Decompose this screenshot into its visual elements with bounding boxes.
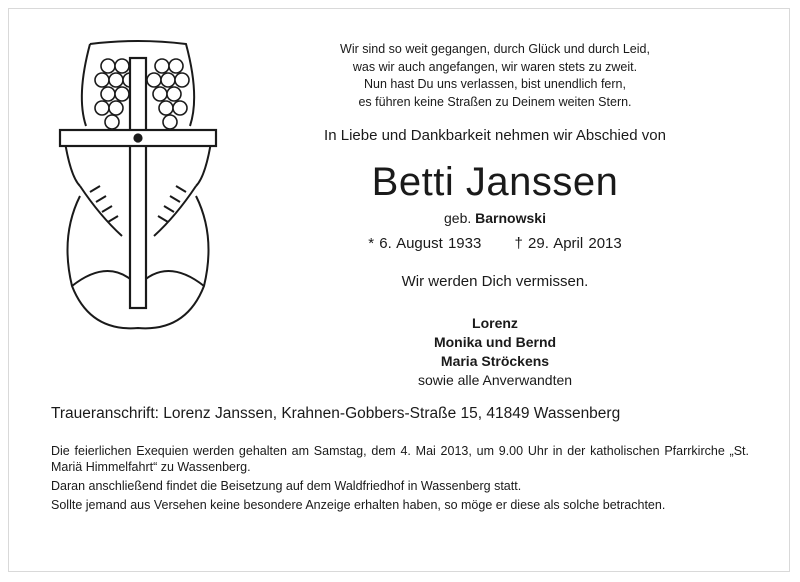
- maiden-name: [240, 210, 750, 226]
- poem: [240, 41, 750, 111]
- mourner-name: Monika und Bernd: [433, 334, 557, 350]
- maiden-surname: Barnowski: [475, 210, 546, 226]
- poem-line: Wir sind so weit gegangen, durch Glück und durch Leid,: [340, 42, 650, 56]
- notice-paragraph: Die feierlichen Exequien werden gehalten am Samstag, dem 4. Mai 2013, um 9.00 Uhr in der katholischen Pfarrkirche „St. Mariä Himmelfahrt“ zu Wassenberg.: [51, 444, 749, 474]
- poem-line: es führen keine Straßen zu Deinem weiten Stern.: [358, 94, 632, 109]
- mourners: [240, 314, 750, 390]
- notice-paragraph: Sollte jemand aus Versehen keine besondere Anzeige erhalten haben, so möge er diese als solche betrachten.: [51, 498, 666, 512]
- poem-line: was wir auch angefangen, wir waren stets zu zweit.: [352, 59, 638, 74]
- mourner-name: Lorenz: [472, 315, 518, 331]
- birth-date: * 6. August 1933: [368, 235, 482, 252]
- life-dates: [240, 235, 750, 252]
- cross-grapes-wheat-icon: [50, 36, 226, 336]
- mourner-name: Maria Ströckens: [440, 353, 550, 369]
- poem-line: Nun hast Du uns verlassen, bist unendlich fern,: [364, 77, 626, 91]
- funeral-notice: [51, 443, 749, 516]
- miss-line: Wir werden Dich vermissen.: [401, 273, 589, 290]
- deceased-name: Betti Janssen: [371, 160, 619, 204]
- farewell-intro: In Liebe und Dankbarkeit nehmen wir Abschied von: [324, 127, 666, 144]
- condolence-address: Traueranschrift: Lorenz Janssen, Krahnen-Gobbers-Straße 15, 41849 Wassenberg: [51, 405, 621, 422]
- notice-paragraph: Daran anschließend findet die Beisetzung auf dem Waldfriedhof in Wassenberg statt.: [51, 479, 522, 493]
- maiden-prefix: geb.: [444, 210, 472, 226]
- mourners-extra: sowie alle Anverwandten: [417, 372, 573, 388]
- death-date: † 29. April 2013: [514, 235, 622, 252]
